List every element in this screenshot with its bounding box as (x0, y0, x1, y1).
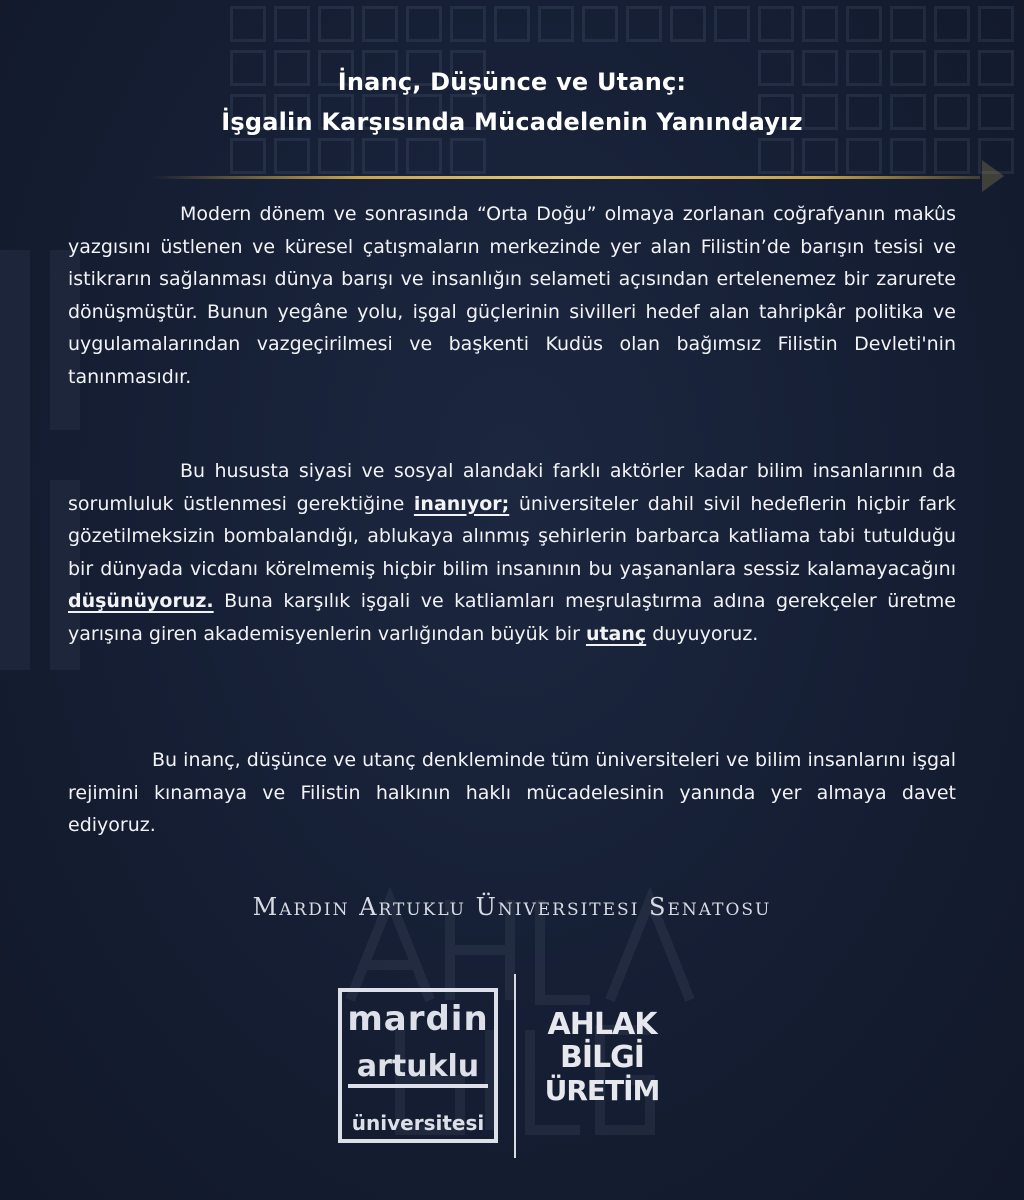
background-tile (626, 6, 662, 42)
background-tile (274, 6, 310, 42)
background-tile (802, 138, 838, 174)
background-tile (318, 6, 354, 42)
university-logo-line-3: üniversitesi (351, 1111, 485, 1135)
background-tile (890, 138, 926, 174)
background-tile (406, 6, 442, 42)
logo-divider (514, 974, 516, 1158)
background-tile (406, 138, 442, 174)
background-tile (362, 138, 398, 174)
background-tile (978, 6, 1014, 42)
background-tile (670, 6, 706, 42)
paragraph-2-text-a: Bu hususta siyasi ve sosyal alandaki farklı aktörler kadar bilim insanlarının da sorumluluk üstlenmesi gerektiğine (68, 460, 956, 515)
paragraph-2-text-d: duyuyoruz. (646, 622, 759, 645)
background-tile (890, 6, 926, 42)
background-tile (758, 138, 794, 174)
paragraph-3 (68, 744, 956, 842)
decorative-arrow (982, 160, 1004, 192)
paragraph-2 (68, 455, 956, 651)
motto-line-2: BİLGİ (560, 1040, 644, 1075)
motto-line-3: ÜRETİM (544, 1074, 660, 1107)
background-tile (846, 138, 882, 174)
background-tile (802, 6, 838, 42)
background-tile (450, 6, 486, 42)
paragraph-3-text: Bu inanç, düşünce ve utanç denkleminde tüm üniversiteleri ve bilim insanlarını işgal rejimini kınamaya ve Filistin halkının haklı mücadelesinin yanında yer almaya davet ediyoruz. (68, 749, 956, 837)
background-tile (318, 138, 354, 174)
paragraph-1 (68, 198, 956, 394)
background-tile (714, 6, 750, 42)
emphasis-inaniyor: inanıyor; (413, 492, 510, 515)
paragraph-2-text-c: Buna karşılık işgali ve katliamları meşrulaştırma adına gerekçeler üretme yarışına giren akademisyenlerin varlığından büyük bir (68, 590, 956, 645)
paragraph-2-text-b: üniversiteler dahil sivil hedeflerin hiçbir fark gözetilmeksizin bombalandığı, ablukaya alınmış şehirlerin barbarca katliama tabi tutulduğu bir dünyada vicdanı körelmemiş hiçbir bilim insanının bu yaşananlara sessiz kalamayacağını (68, 492, 957, 580)
motto-line-1: AHLAK (547, 1007, 657, 1042)
background-tile (494, 6, 530, 42)
signature: Mardin Artuklu Üniversitesi Senatosu (252, 893, 772, 921)
university-logo (338, 988, 498, 1143)
title-line-1: İnanç, Düşünce ve Utanç: (337, 68, 687, 96)
background-tile (450, 138, 486, 174)
background-tile (934, 138, 970, 174)
background-tile (274, 138, 310, 174)
emphasis-utanc: utanç (585, 622, 647, 645)
background-tile (230, 138, 266, 174)
background-tile (758, 6, 794, 42)
background-tile (582, 6, 618, 42)
paragraph-1-text: Modern dönem ve sonrasında “Orta Doğu” olmaya zorlanan coğrafyanın makûs yazgısını üstlenen ve küresel çatışmaların merkezinde yer alan Filistin’de barışın tesisi ve istikrarın sağlanması dünya barışı ve insanlığın selameti açısından ertelenemez bir zarurete dönüşmüştür. Bunun yegâne yolu, işgal güçlerinin sivilleri hedef alan tahripkâr politika ve uygulamalarından vazgeçirilmesi ve başkenti Kudüs olan bağımsız Filistin Devleti'nin tanınmasıdır. (68, 203, 956, 388)
background-tile (846, 6, 882, 42)
background-tile (538, 6, 574, 42)
background-tile (934, 6, 970, 42)
university-logo-line-1: mardin (347, 999, 489, 1039)
page-title (0, 62, 1024, 142)
emphasis-dusunuyoruz: düşünüyoruz. (68, 590, 214, 613)
motto-logo (532, 1008, 672, 1107)
title-divider (150, 176, 980, 179)
background-tile (362, 6, 398, 42)
title-line-2: İşgalin Karşısında Mücadelenin Yanındayız (221, 108, 803, 136)
university-logo-line-2: artuklu (356, 1049, 480, 1084)
background-tile (230, 6, 266, 42)
